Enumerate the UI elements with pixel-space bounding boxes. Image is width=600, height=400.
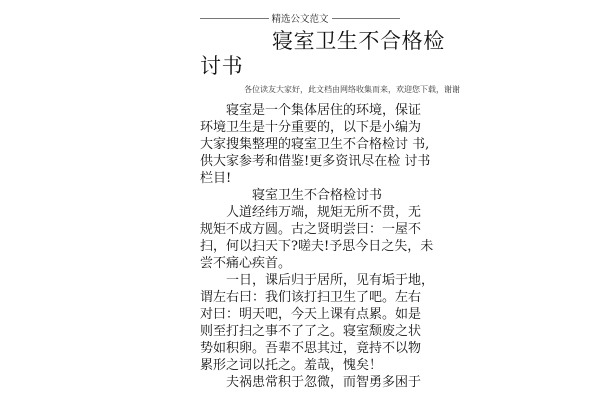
body-text-line: 人道经纬万端，规矩无所不贯，无 [200,205,422,220]
body-text-line: 对曰：明天吧，今天上课有点累。如是 [200,307,422,322]
download-notice: 各位读友大家好，此文档由网络收集而来，欢迎您下载，谢谢 [244,85,460,94]
body-text-line: 一日，课后归于居所，见有垢于地， [200,273,435,288]
body-text-line: 扫，何以扫天下?嗟夫!予思今日之失，未 [200,239,434,254]
body-text-line: 尝不痛心疾首。 [200,256,292,271]
body-text-line: 谓左右曰：我们该打扫卫生了吧。左右 [200,290,422,305]
body-text-line: 寝室是一个集体居住的环境，保证 [200,103,422,118]
document-title-line-1: 寝室卫生不合格检 [272,29,445,53]
body-text-line: 势如积卵。吾辈不思其过，竟持不以物 [200,341,422,356]
body-text-line: 栏目! [200,171,232,186]
header-rule-left [200,18,269,19]
document-body [200,102,435,391]
body-text-line: 大家搜集整理的寝室卫生不合格检讨 书, [200,137,430,152]
body-text-line: 累形之词以托之。羞哉，愧矣！ [200,358,383,373]
body-text-line: 规矩不成方圆。古之贤明尝曰：一屋不 [200,222,422,237]
page-header [200,11,400,25]
document-title-line-2: 讨书 [200,54,244,78]
body-text-line: 供大家参考和借鉴!更多资讯尽在检 讨书 [200,154,431,169]
body-text-line: 夫祸患常积于忽微，而智勇多困于 [200,375,422,390]
body-text-line: 环境卫生是十分重要的，以下是小编为 [200,120,422,135]
header-label: 精选公文范文 [271,14,329,25]
body-text-line: 寝室卫生不合格检讨书 [200,188,383,203]
body-text-line: 则至打扫之事不了了之。寝室颓废之状 [200,324,422,339]
header-rule-right [332,18,401,19]
